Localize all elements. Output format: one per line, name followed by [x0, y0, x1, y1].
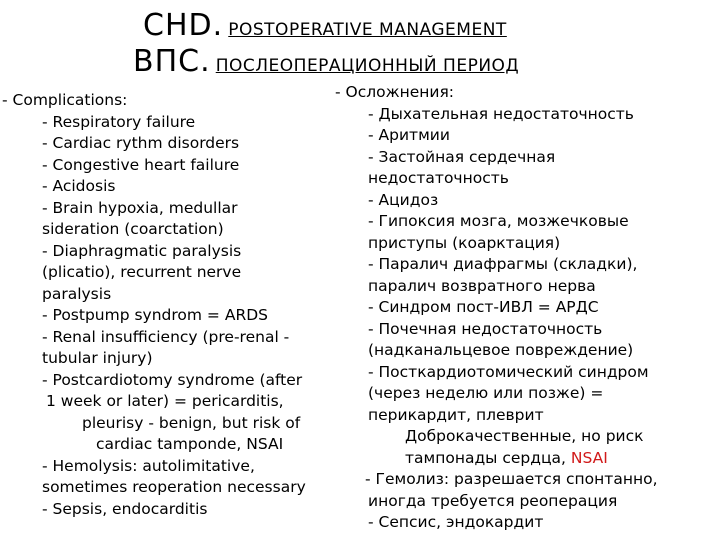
list-item: tubular injury) — [42, 349, 153, 367]
nsai-highlight: NSAI — [570, 448, 608, 467]
title-russian — [133, 44, 519, 79]
list-item: недостаточность — [368, 169, 509, 187]
list-item: Доброкачественные, но риск — [405, 427, 644, 445]
list-item: перикардит, плеврит — [368, 405, 544, 424]
list-item — [335, 448, 720, 470]
list-item: - Паралич диафрагмы (складки), — [368, 255, 638, 273]
list-item: - Postcardiotomy syndrome (after — [42, 370, 303, 389]
list-item: - Застойная сердечная — [368, 147, 556, 166]
list-item: cardiac tamponde, NSAI — [96, 435, 284, 453]
list-item: иногда требуется реоперация — [368, 491, 618, 510]
russian-column — [335, 82, 720, 534]
list-item: pleurisy - benign, but risk of — [82, 413, 301, 432]
list-item: sideration (coarctation) — [42, 220, 224, 238]
list-item: - Гемолиз: разрешается спонтанно, — [365, 470, 658, 488]
list-item: - Сепсис, эндокардит — [368, 513, 544, 531]
list-item: приступы (коарктация) — [368, 233, 561, 252]
list-item: - Hemolysis: autolimitative, — [42, 456, 255, 475]
list-item: sometimes reoperation necessary — [42, 478, 306, 496]
title-text-en: POSTOPERATIVE MANAGEMENT — [228, 20, 507, 40]
list-item: - Diaphragmatic paralysis — [42, 241, 242, 260]
list-item: - Renal insufficiency (pre-renal - — [42, 327, 290, 346]
tamponade-text: тампонады сердца, — [405, 448, 566, 467]
list-item: - Respiratory failure — [42, 112, 196, 131]
title-abbr-en: CHD. — [143, 8, 224, 43]
list-item: (через неделю или позже) = — [368, 384, 604, 402]
list-item: - Postpump syndrom = ARDS — [42, 306, 268, 324]
list-item: paralysis — [42, 284, 112, 303]
list-item: - Ацидоз — [368, 190, 439, 209]
complications-heading-ru: - Осложнения: — [335, 83, 455, 101]
complications-heading-en: - Complications: — [2, 91, 128, 109]
list-item: - Аритмии — [368, 126, 450, 144]
list-item: (plicatio), recurrent nerve — [42, 263, 242, 281]
list-item: - Почечная недостаточность — [368, 319, 603, 338]
title-text-ru: ПОСЛЕОПЕРАЦИОННЫЙ ПЕРИОД — [215, 56, 520, 76]
list-item: - Дыхательная недостаточность — [368, 104, 634, 123]
list-item: 1 week or later) = pericarditis, — [46, 392, 284, 410]
list-item: - Гипоксия мозга, мозжечковые — [368, 212, 629, 230]
list-item: паралич возвратного нерва — [368, 276, 596, 295]
english-column — [2, 90, 347, 520]
list-item: - Sepsis, endocarditis — [42, 499, 208, 518]
list-item: - Cardiac rythm disorders — [42, 134, 240, 152]
title-abbr-ru: ВПС. — [133, 44, 211, 79]
title-english — [143, 8, 507, 43]
list-item: - Acidosis — [42, 177, 116, 195]
list-item: - Congestive heart failure — [42, 155, 240, 174]
list-item: - Посткардиотомический синдром — [368, 362, 649, 381]
list-item: - Синдром пост-ИВЛ = АРДС — [368, 298, 599, 316]
list-item: (надканальцевое повреждение) — [368, 341, 634, 359]
list-item: - Brain hypoxia, medullar — [42, 198, 238, 217]
